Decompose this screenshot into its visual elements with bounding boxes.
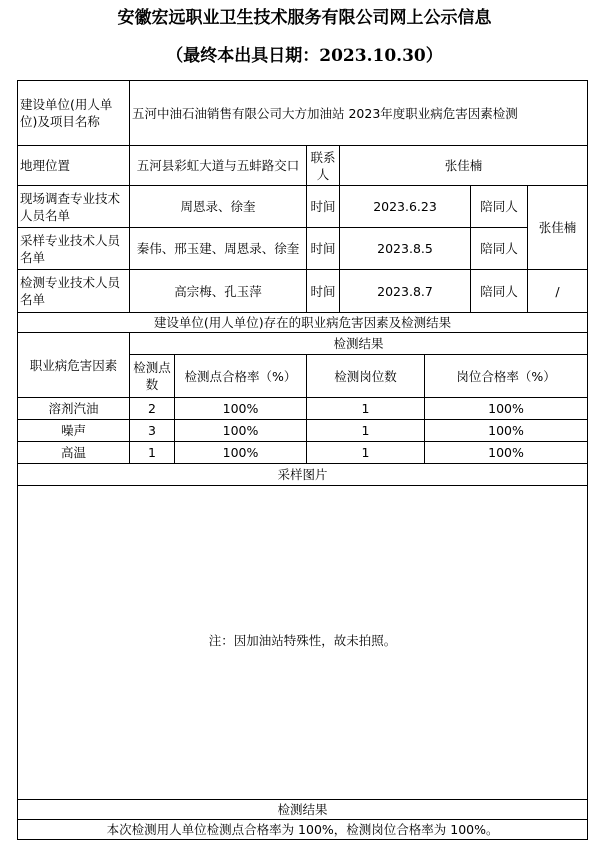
location-value: 五河县彩虹大道与五蚌路交口 — [130, 146, 307, 186]
point-rate: 100% — [175, 398, 307, 420]
hazards-section-title: 建设单位(用人单位)存在的职业病危害因素及检测结果 — [18, 313, 588, 333]
posts-count: 1 — [307, 420, 425, 442]
escort-shared-value: 张佳楠 — [528, 186, 588, 270]
testing-escort-label: 陪同人 — [471, 270, 528, 313]
sampling-escort-label: 陪同人 — [471, 228, 528, 270]
conclusion-text: 本次检测用人单位检测点合格率为 100%，检测岗位合格率为 100%。 — [18, 820, 588, 840]
sampling-staff-names: 秦伟、邢玉建、周恩录、徐奎 — [130, 228, 307, 270]
result-header: 检测结果 — [130, 333, 588, 355]
post-rate: 100% — [425, 420, 588, 442]
survey-staff-label: 现场调查专业技术人员名单 — [18, 186, 130, 228]
sampling-date: 2023.8.5 — [340, 228, 471, 270]
factor-name: 溶剂汽油 — [18, 398, 130, 420]
conclusion-section-title: 检测结果 — [18, 800, 588, 820]
col-points-header: 检测点数 — [130, 355, 175, 398]
posts-count: 1 — [307, 398, 425, 420]
table-row — [18, 398, 588, 420]
testing-time-label: 时间 — [307, 270, 340, 313]
posts-count: 1 — [307, 442, 425, 464]
factor-name: 高温 — [18, 442, 130, 464]
post-rate: 100% — [425, 398, 588, 420]
survey-staff-names: 周恩录、徐奎 — [130, 186, 307, 228]
col-post-rate-header: 岗位合格率（%） — [425, 355, 588, 398]
points-count: 2 — [130, 398, 175, 420]
factor-name: 噪声 — [18, 420, 130, 442]
testing-staff-names: 高宗梅、孔玉萍 — [130, 270, 307, 313]
contact-value: 张佳楠 — [340, 146, 588, 186]
testing-date: 2023.8.7 — [340, 270, 471, 313]
sampling-time-label: 时间 — [307, 228, 340, 270]
col-posts-header: 检测岗位数 — [307, 355, 425, 398]
points-count: 3 — [130, 420, 175, 442]
table-row — [18, 442, 588, 464]
testing-staff-label: 检测专业技术人员名单 — [18, 270, 130, 313]
photos-area — [18, 486, 588, 800]
survey-date: 2023.6.23 — [340, 186, 471, 228]
factor-header: 职业病危害因素 — [18, 333, 130, 398]
point-rate: 100% — [175, 420, 307, 442]
issue-date: （最终本出具日期：2023.10.30） — [166, 46, 443, 66]
disclosure-table — [17, 80, 588, 840]
document-title: 安徽宏远职业卫生技术服务有限公司网上公示信息 — [117, 8, 492, 28]
post-rate: 100% — [425, 442, 588, 464]
testing-escort-value: / — [528, 270, 588, 313]
col-point-rate-header: 检测点合格率（%） — [175, 355, 307, 398]
location-label: 地理位置 — [18, 146, 130, 186]
table-row — [18, 420, 588, 442]
photos-section-title: 采样图片 — [18, 464, 588, 486]
photos-note: 注：因加油站特殊性，故未拍照。 — [208, 633, 397, 648]
survey-escort-label: 陪同人 — [471, 186, 528, 228]
unit-value: 五河中油石油销售有限公司大方加油站 2023年度职业病危害因素检测 — [130, 81, 588, 146]
points-count: 1 — [130, 442, 175, 464]
unit-label: 建设单位(用人单位)及项目名称 — [18, 81, 130, 146]
sampling-staff-label: 采样专业技术人员名单 — [18, 228, 130, 270]
survey-time-label: 时间 — [307, 186, 340, 228]
point-rate: 100% — [175, 442, 307, 464]
contact-label: 联系人 — [307, 146, 340, 186]
